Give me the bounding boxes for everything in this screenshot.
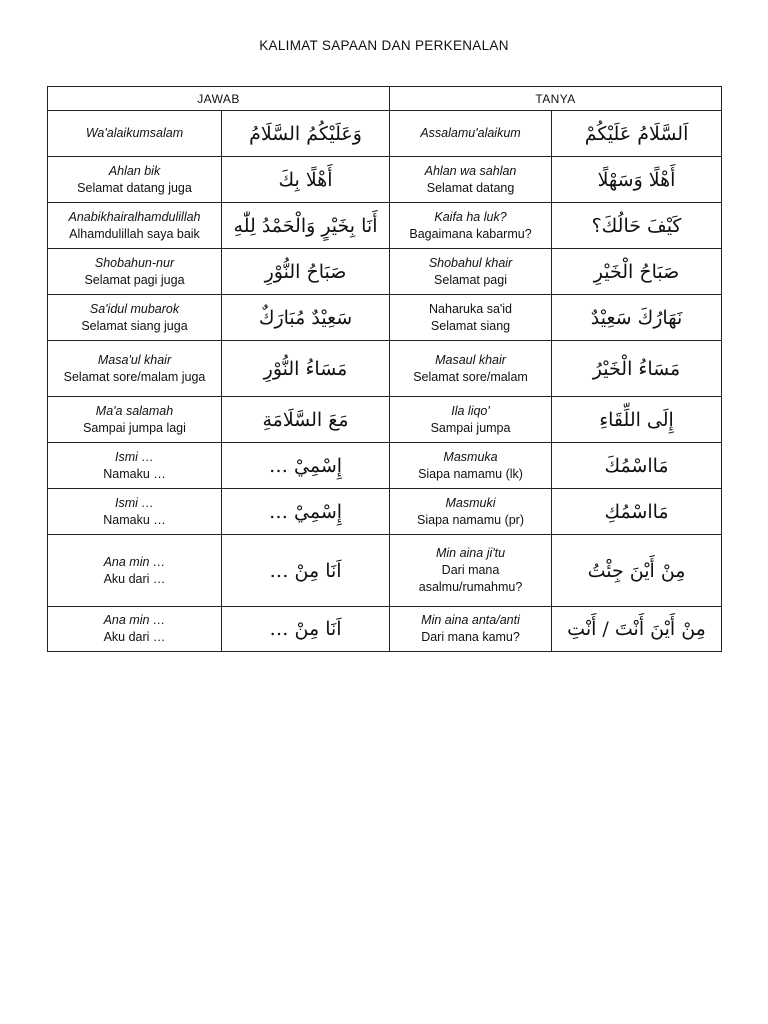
jawab-transliteration: Ahlan bik [108, 163, 161, 178]
jawab-latin-cell [48, 341, 222, 397]
table-row [48, 249, 722, 295]
tanya-transliteration: Min aina anta/anti [421, 613, 520, 627]
tanya-arabic: اَلسَّلَامُ عَلَيْكُمْ [552, 111, 722, 157]
jawab-arabic: سَعِيْدٌ مُبَارَكٌ [222, 295, 390, 341]
table-row [48, 535, 722, 607]
table-row [48, 111, 722, 157]
jawab-arabic: اَنَا مِنْ … [222, 607, 390, 652]
greeting-table [47, 86, 722, 652]
jawab-meaning: Selamat sore/malam juga [63, 369, 206, 384]
tanya-arabic: أَهْلًا وَسَهْلًا [552, 157, 722, 203]
jawab-arabic: مَسَاءُ النُّوْرِ [222, 341, 390, 397]
table-header-row [48, 87, 722, 111]
jawab-latin-cell [48, 397, 222, 443]
tanya-latin-cell [390, 157, 552, 203]
page-title: KALIMAT SAPAAN DAN PERKENALAN [259, 38, 509, 53]
tanya-meaning: Dari mana kamu? [421, 630, 520, 644]
tanya-latin-cell [390, 535, 552, 607]
jawab-arabic: إِسْمِيْ … [222, 489, 390, 535]
tanya-arabic: مَااسْمُكَ [552, 443, 722, 489]
jawab-meaning: Namaku … [103, 512, 166, 527]
tanya-meaning: Bagaimana kabarmu? [409, 226, 532, 241]
jawab-transliteration: Ana min … [103, 554, 166, 569]
jawab-transliteration: Ismi … [115, 449, 154, 464]
jawab-transliteration: Sa'idul mubarok [89, 301, 180, 316]
table-row [48, 489, 722, 535]
jawab-meaning: Alhamdulillah saya baik [69, 226, 200, 241]
tanya-latin-cell [390, 295, 552, 341]
jawab-meaning: Sampai jumpa lagi [83, 420, 186, 435]
tanya-transliteration: Min aina ji'tu [435, 546, 506, 560]
jawab-meaning: Selamat pagi juga [84, 272, 185, 287]
tanya-arabic: مَااسْمُكِ [552, 489, 722, 535]
tanya-latin-cell [390, 111, 552, 157]
jawab-arabic: مَعَ السَّلَامَةِ [222, 397, 390, 443]
header-jawab: JAWAB [48, 87, 390, 111]
jawab-arabic: صَبَاحُ النُّوْرِ [222, 249, 390, 295]
jawab-transliteration: Anabikhairalhamdulillah [68, 209, 201, 224]
tanya-latin-cell [390, 397, 552, 443]
tanya-transliteration: Ahlan wa sahlan [424, 163, 517, 178]
tanya-transliteration: Masaul khair [435, 352, 506, 367]
tanya-meaning: Selamat sore/malam [413, 369, 528, 384]
jawab-latin-cell [48, 249, 222, 295]
tanya-transliteration: Masmuki [445, 495, 496, 510]
tanya-latin-cell [390, 203, 552, 249]
jawab-latin-cell [48, 443, 222, 489]
tanya-meaning: Selamat datang [426, 180, 515, 195]
jawab-meaning: Aku dari … [103, 630, 166, 644]
jawab-transliteration: Masa'ul khair [97, 352, 172, 367]
tanya-arabic: صَبَاحُ الْخَيْرِ [552, 249, 722, 295]
table-row [48, 157, 722, 203]
tanya-meaning: Sampai jumpa [430, 420, 511, 435]
tanya-arabic: كَيْفَ حَالُكَ؟ [552, 203, 722, 249]
tanya-arabic: مِنْ أَيْنَ أَنْتَ / أَنْتِ [552, 607, 722, 652]
tanya-meaning: Selamat siang [430, 318, 511, 333]
jawab-meaning: Aku dari … [103, 571, 166, 586]
tanya-meaning: Dari mana asalmu/rumahmu? [418, 563, 523, 594]
table-row [48, 295, 722, 341]
jawab-transliteration: Ma'a salamah [95, 403, 174, 418]
table-row [48, 341, 722, 397]
jawab-latin-cell [48, 295, 222, 341]
tanya-arabic: إِلَى اللِّقَاءِ [552, 397, 722, 443]
tanya-meaning: Siapa namamu (lk) [418, 466, 523, 481]
jawab-arabic: أَهْلًا بِكَ [222, 157, 390, 203]
jawab-arabic: أَنَا بِخَيْرٍ وَالْحَمْدُ لِلّٰهِ [222, 203, 390, 249]
tanya-latin-cell [390, 489, 552, 535]
table-row [48, 203, 722, 249]
jawab-arabic: إِسْمِيْ … [222, 443, 390, 489]
jawab-latin-cell [48, 203, 222, 249]
table-row [48, 397, 722, 443]
tanya-arabic: مِنْ أَيْنَ جِئْتُ [552, 535, 722, 607]
tanya-transliteration: Shobahul khair [428, 255, 513, 270]
tanya-latin-cell [390, 341, 552, 397]
jawab-transliteration: Shobahun-nur [94, 255, 175, 270]
jawab-transliteration: Ismi … [115, 495, 154, 510]
tanya-latin-cell [390, 607, 552, 652]
tanya-transliteration: Assalamu'alaikum [420, 126, 521, 140]
jawab-arabic: وَعَلَيْكُمُ السَّلَامُ [222, 111, 390, 157]
table-row [48, 443, 722, 489]
tanya-arabic: مَسَاءُ الْخَيْرُ [552, 341, 722, 397]
jawab-transliteration: Wa'alaikumsalam [85, 126, 184, 140]
jawab-latin-cell [48, 157, 222, 203]
tanya-meaning: Siapa namamu (pr) [417, 512, 525, 527]
header-tanya: TANYA [390, 87, 722, 111]
tanya-transliteration: Kaifa ha luk? [434, 209, 507, 224]
tanya-transliteration: Ila liqo' [451, 403, 490, 418]
jawab-latin-cell [48, 489, 222, 535]
jawab-transliteration: Ana min … [103, 613, 166, 627]
jawab-latin-cell [48, 607, 222, 652]
jawab-meaning: Namaku … [103, 466, 166, 481]
jawab-meaning: Selamat siang juga [81, 318, 188, 333]
jawab-latin-cell [48, 111, 222, 157]
jawab-latin-cell [48, 535, 222, 607]
table-row [48, 607, 722, 652]
tanya-latin-cell [390, 249, 552, 295]
tanya-arabic: نَهَارُكَ سَعِيْدٌ [552, 295, 722, 341]
tanya-meaning: Selamat pagi [434, 272, 507, 287]
jawab-meaning: Selamat datang juga [77, 180, 192, 195]
tanya-transliteration: Naharuka sa'id [429, 301, 513, 316]
tanya-latin-cell [390, 443, 552, 489]
jawab-arabic: اَنَا مِنْ … [222, 535, 390, 607]
table-body [48, 111, 722, 652]
tanya-transliteration: Masmuka [443, 449, 498, 464]
